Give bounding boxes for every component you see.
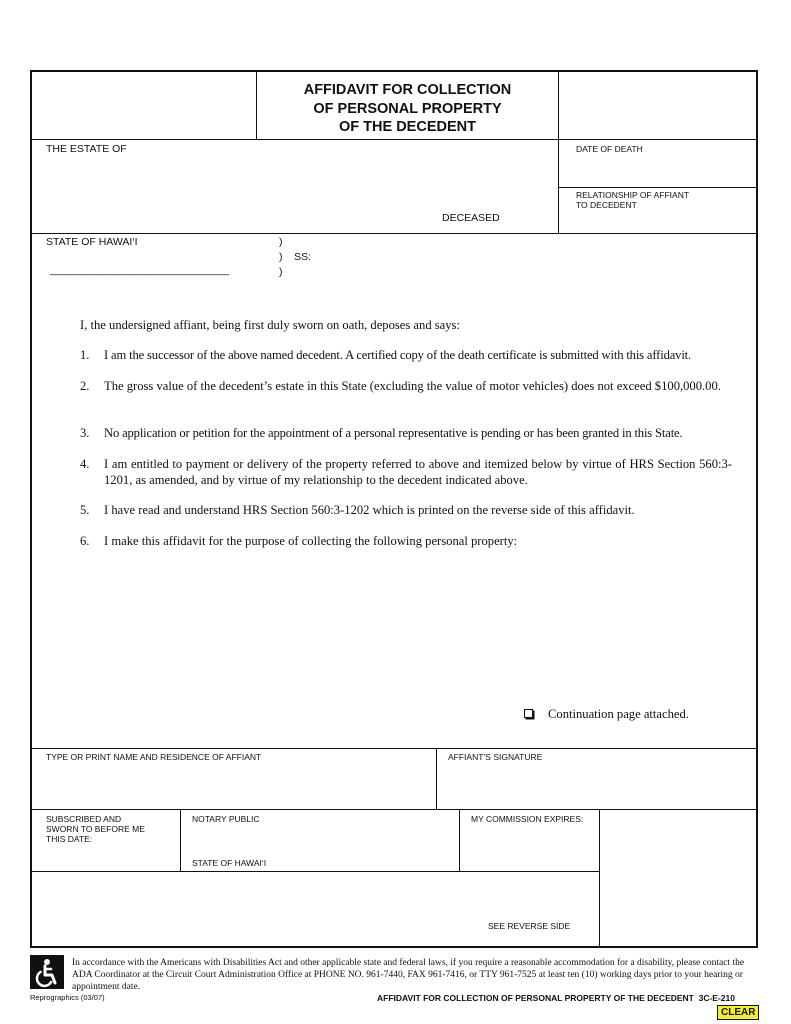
- notary-state-label: STATE OF HAWAI‘I: [192, 858, 267, 868]
- footer-title-text: AFFIDAVIT FOR COLLECTION OF PERSONAL PROPERTY OF THE DECEDENT: [377, 993, 694, 1003]
- signature-divider: [436, 748, 437, 809]
- item-text: I make this affidavit for the purpose of collecting the following personal property:: [104, 534, 518, 548]
- affidavit-item-6: [80, 534, 732, 552]
- relationship-field[interactable]: [562, 212, 756, 232]
- deceased-label: DECEASED: [442, 212, 500, 224]
- notary-bottom-rule: [31, 871, 599, 872]
- title-line-1: AFFIDAVIT FOR COLLECTION: [303, 82, 512, 98]
- reprographics-label: Reprographics (03/07): [30, 993, 105, 1002]
- venue-paren-1: ): [279, 236, 283, 248]
- header-bottom-rule: [31, 139, 757, 140]
- affidavit-item-1: [80, 348, 732, 366]
- date-of-death-label: DATE OF DEATH: [576, 144, 643, 154]
- affiant-signature-field[interactable]: [442, 764, 752, 806]
- item-number: 2.: [80, 379, 90, 393]
- subscribed-line-2: SWORN TO BEFORE ME: [46, 824, 145, 834]
- venue-paren-3: ): [279, 266, 283, 278]
- accessibility-icon: [30, 955, 64, 989]
- continuation-label: Continuation page attached.: [548, 707, 689, 721]
- estate-of-label: THE ESTATE OF: [46, 143, 127, 155]
- notary-seal-area: [602, 812, 754, 944]
- subscribed-line-1: SUBSCRIBED AND: [46, 814, 122, 824]
- see-reverse-side: SEE REVERSE SIDE: [488, 921, 571, 931]
- continuation-checkbox[interactable]: [524, 709, 533, 718]
- notary-divider-3: [599, 809, 600, 947]
- affiant-name-label: TYPE OR PRINT NAME AND RESIDENCE OF AFFIANT: [46, 752, 262, 762]
- footer-form-title: [377, 993, 735, 1003]
- item-number: 3.: [80, 426, 90, 440]
- affidavit-item-2: [80, 379, 732, 411]
- relationship-label-line-2: TO DECEDENT: [576, 200, 637, 210]
- title-line-3: OF THE DECEDENT: [339, 119, 476, 135]
- subscribed-line-3: THIS DATE:: [46, 834, 93, 844]
- item-text: I have read and understand HRS Section 560:3-1202 which is printed on the reverse side of this affidavit.: [104, 503, 635, 517]
- commission-expires-label: MY COMMISSION EXPIRES:: [471, 814, 584, 824]
- affidavit-item-3: [80, 426, 732, 444]
- venue-ss-label: ) SS:: [279, 251, 312, 263]
- relationship-label: [576, 190, 689, 210]
- item-number: 6.: [80, 534, 90, 548]
- item-text: I am entitled to payment or delivery of the property referred to above and itemized below by virtue of HRS Section 560:3-1201, as amended, and by virtue of my relationship to the decedent indicated above.: [104, 457, 732, 487]
- commission-expires-field[interactable]: [465, 826, 595, 868]
- form-title: [257, 81, 558, 137]
- subscribed-label: [46, 814, 145, 844]
- item-text: No application or petition for the appointment of a personal representative is pending or has been granted in this State.: [104, 426, 683, 440]
- notary-public-field[interactable]: [188, 826, 454, 856]
- venue-county-line[interactable]: __________________________________: [50, 265, 229, 276]
- relationship-label-line-1: RELATIONSHIP OF AFFIANT: [576, 190, 690, 200]
- notary-divider-2: [459, 809, 460, 871]
- affidavit-intro: I, the undersigned affiant, being first duly sworn on oath, deposes and says:: [80, 318, 460, 332]
- signature-top-rule: [31, 748, 757, 749]
- item-text: The gross value of the decedent’s estate in this State (excluding the value of motor vehicles) does not exceed $100,000.00.: [104, 379, 721, 393]
- affiant-signature-label: AFFIANT’S SIGNATURE: [448, 752, 543, 762]
- item-number: 1.: [80, 348, 90, 362]
- item-number: 5.: [80, 503, 90, 517]
- item-text: I am the successor of the above named decedent. A certified copy of the death certificate is submitted with this affidavit.: [104, 348, 692, 362]
- ada-notice: In accordance with the Americans with Disabilities Act and other applicable state and federal laws, if you require a reasonable accommodation for a disability, please contact the ADA Coordinator at the Circuit Court Administration Office at PHONE NO. 961-7440, FAX 961-7416, or TTY 961-7525 at least ten (10) working days prior to your hearing or appointment date.: [72, 958, 745, 992]
- clear-button[interactable]: CLEAR: [717, 1005, 759, 1020]
- estate-bottom-rule: [31, 233, 757, 234]
- notary-divider-1: [180, 809, 181, 871]
- item-number: 4.: [80, 457, 90, 471]
- notary-top-rule: [31, 809, 757, 810]
- header-divider-right: [558, 71, 559, 233]
- title-line-2: OF PERSONAL PROPERTY: [313, 100, 502, 117]
- affidavit-item-5: [80, 503, 732, 521]
- form-number: 3C-E-210: [698, 993, 735, 1003]
- affidavit-item-4: [80, 457, 732, 489]
- date-of-death-rule: [558, 187, 757, 188]
- venue-state-label: STATE OF HAWAI‘I: [46, 236, 138, 248]
- affiant-name-field[interactable]: [40, 764, 430, 806]
- estate-name-field[interactable]: [46, 158, 546, 208]
- personal-property-field[interactable]: [100, 556, 730, 696]
- date-of-death-field[interactable]: [562, 156, 756, 186]
- notary-public-label: NOTARY PUBLIC: [192, 814, 260, 824]
